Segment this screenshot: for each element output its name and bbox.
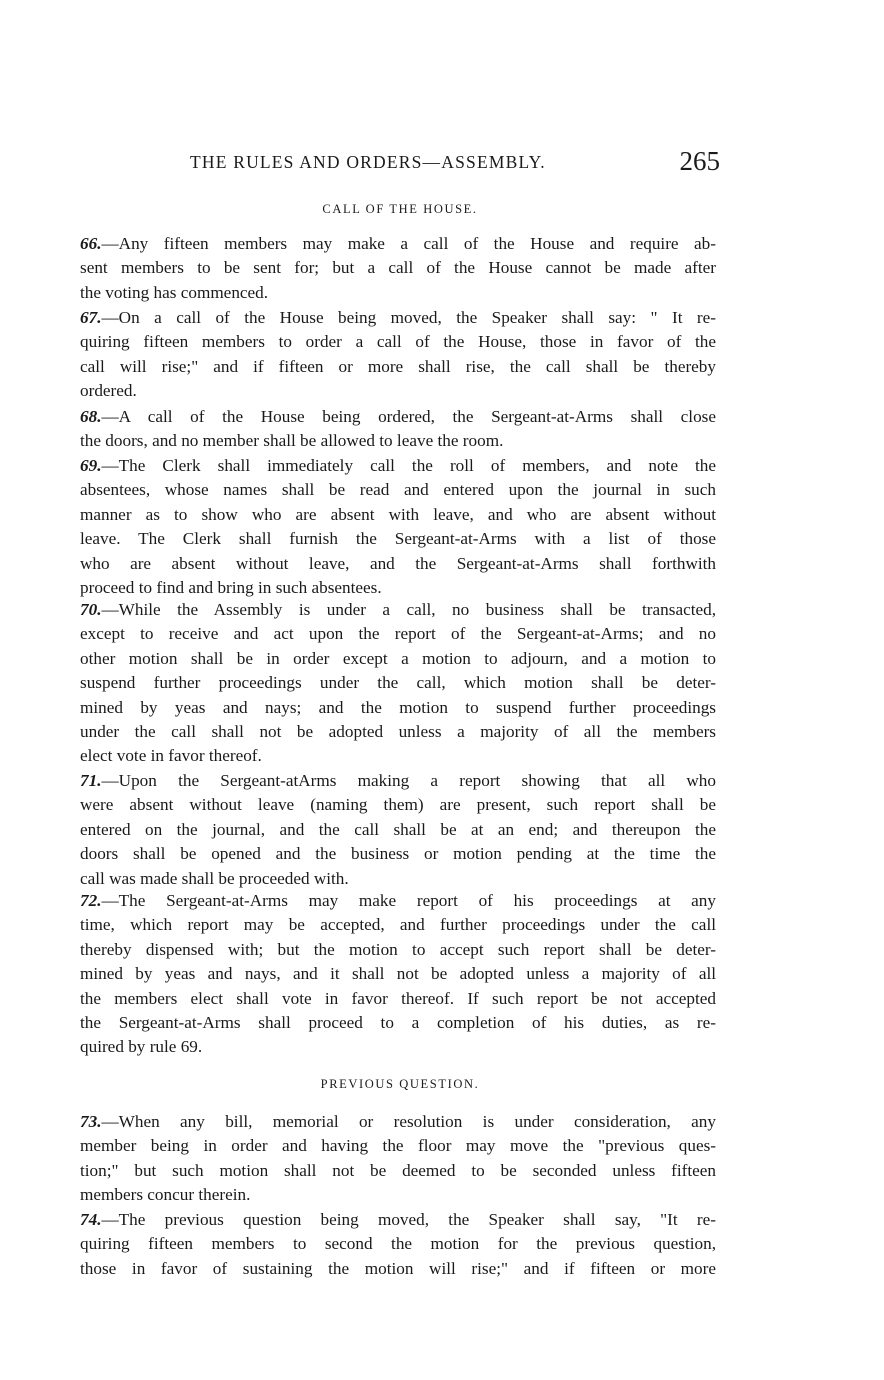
- section-heading-previous-question: PREVIOUS QUESTION.: [320, 1077, 480, 1091]
- rule-line: mined by yeas and nays, and it shall not be adopted unless a majority of all: [80, 964, 716, 984]
- rule-text: —The Clerk shall immediately call the roll of members, and note the: [101, 456, 716, 475]
- rule-line: who are absent without leave, and the Sergeant-at-Arms shall forthwith: [80, 553, 716, 573]
- rule-line: call will rise;" and if fifteen or more shall rise, the call shall be thereby: [80, 356, 716, 376]
- rule-number: 69.: [80, 456, 102, 475]
- rule-66: [80, 232, 716, 305]
- rule-line: entered on the journal, and the call shall be at an end; and thereupon the: [80, 819, 716, 839]
- rule-line: doors shall be opened and the business or motion pending at the time the: [80, 844, 716, 864]
- rule-line: quired by rule 69.: [80, 1037, 203, 1057]
- rule-line: quiring fifteen members to order a call of the House, those in favor of the: [80, 332, 716, 352]
- rule-70: [80, 598, 716, 769]
- rule-line: the doors, and no member shall be allowed to leave the room.: [80, 431, 504, 451]
- rule-line: [80, 1208, 716, 1232]
- rule-line: the voting has commenced.: [80, 282, 269, 302]
- rule-line: quiring fifteen members to second the motion for the previous question,: [80, 1234, 716, 1254]
- rule-number: 70.: [80, 600, 102, 619]
- rule-text: —The Sergeant-at-Arms may make report of his proceedings at any: [101, 891, 716, 910]
- rule-line: ordered.: [80, 381, 137, 401]
- rule-line: suspend further proceedings under the call, which motion shall be deter-: [80, 673, 716, 693]
- rule-text: —When any bill, memorial or resolution is under consideration, any: [101, 1112, 716, 1131]
- rule-line: [80, 405, 716, 429]
- running-head: [190, 148, 720, 178]
- rule-67: [80, 306, 716, 404]
- rule-line: were absent without leave (naming them) are present, such report shall be: [80, 795, 716, 815]
- rule-68: [80, 405, 716, 454]
- rule-72: [80, 889, 716, 1060]
- rule-74: [80, 1208, 716, 1281]
- rule-line: elect vote in favor thereof.: [80, 746, 262, 766]
- running-title: THE RULES AND ORDERS—ASSEMBLY.: [190, 152, 546, 172]
- rule-number: 72.: [80, 891, 102, 910]
- rule-69: [80, 454, 716, 600]
- rule-line: manner as to show who are absent with leave, and who are absent without: [80, 504, 716, 524]
- rule-line: other motion shall be in order except a motion to adjourn, and a motion to: [80, 648, 716, 668]
- page-number: 265: [679, 146, 720, 176]
- rule-number: 68.: [80, 407, 102, 426]
- rule-line: the members elect shall vote in favor thereof. If such report be not accepted: [80, 988, 716, 1008]
- rule-line: [80, 889, 716, 913]
- rule-line: leave. The Clerk shall furnish the Sergeant-at-Arms with a list of those: [80, 529, 716, 549]
- rule-line: [80, 306, 716, 330]
- rule-line: call was made shall be proceeded with.: [80, 868, 349, 888]
- rule-text: —Upon the Sergeant-atArms making a report showing that all who: [101, 771, 716, 790]
- rule-line: members concur therein.: [80, 1185, 251, 1205]
- rule-line: [80, 1110, 716, 1134]
- rule-number: 71.: [80, 771, 102, 790]
- rule-text: —While the Assembly is under a call, no business shall be transacted,: [101, 600, 716, 619]
- rule-number: 74.: [80, 1210, 102, 1229]
- rule-line: those in favor of sustaining the motion will rise;" and if fifteen or more: [80, 1258, 716, 1278]
- rule-line: the Sergeant-at-Arms shall proceed to a completion of his duties, as re-: [80, 1012, 716, 1032]
- rule-line: tion;" but such motion shall not be deemed to be seconded unless fifteen: [80, 1160, 716, 1180]
- rule-text: —Any fifteen members may make a call of the House and require ab-: [101, 234, 716, 253]
- rule-number: 67.: [80, 308, 102, 327]
- rule-text: —On a call of the House being moved, the Speaker shall say: " It re-: [101, 308, 716, 327]
- rule-line: [80, 454, 716, 478]
- rule-line: sent members to be sent for; but a call of the House cannot be made after: [80, 258, 716, 278]
- rule-line: mined by yeas and nays; and the motion to suspend further proceedings: [80, 697, 716, 717]
- rule-text: —The previous question being moved, the Speaker shall say, "It re-: [101, 1210, 716, 1229]
- rule-line: proceed to find and bring in such absentees.: [80, 577, 382, 597]
- rule-71: [80, 769, 716, 891]
- rule-line: time, which report may be accepted, and further proceedings under the call: [80, 915, 716, 935]
- rule-line: except to receive and act upon the report of the Sergeant-at-Arms; and no: [80, 624, 716, 644]
- rule-line: [80, 232, 716, 256]
- rule-line: under the call shall not be adopted unless a majority of all the members: [80, 721, 716, 741]
- rule-73: [80, 1110, 716, 1208]
- rule-number: 66.: [80, 234, 102, 253]
- rule-line: absentees, whose names shall be read and entered upon the journal in such: [80, 480, 716, 500]
- rule-line: [80, 769, 716, 793]
- rule-line: thereby dispensed with; but the motion to accept such report shall be deter-: [80, 939, 716, 959]
- rule-text: —A call of the House being ordered, the Sergeant-at-Arms shall close: [101, 407, 716, 426]
- rule-number: 73.: [80, 1112, 102, 1131]
- rule-line: [80, 598, 716, 622]
- rule-line: member being in order and having the floor may move the "previous ques-: [80, 1136, 716, 1156]
- section-heading-call-of-the-house: CALL OF THE HOUSE.: [322, 202, 478, 216]
